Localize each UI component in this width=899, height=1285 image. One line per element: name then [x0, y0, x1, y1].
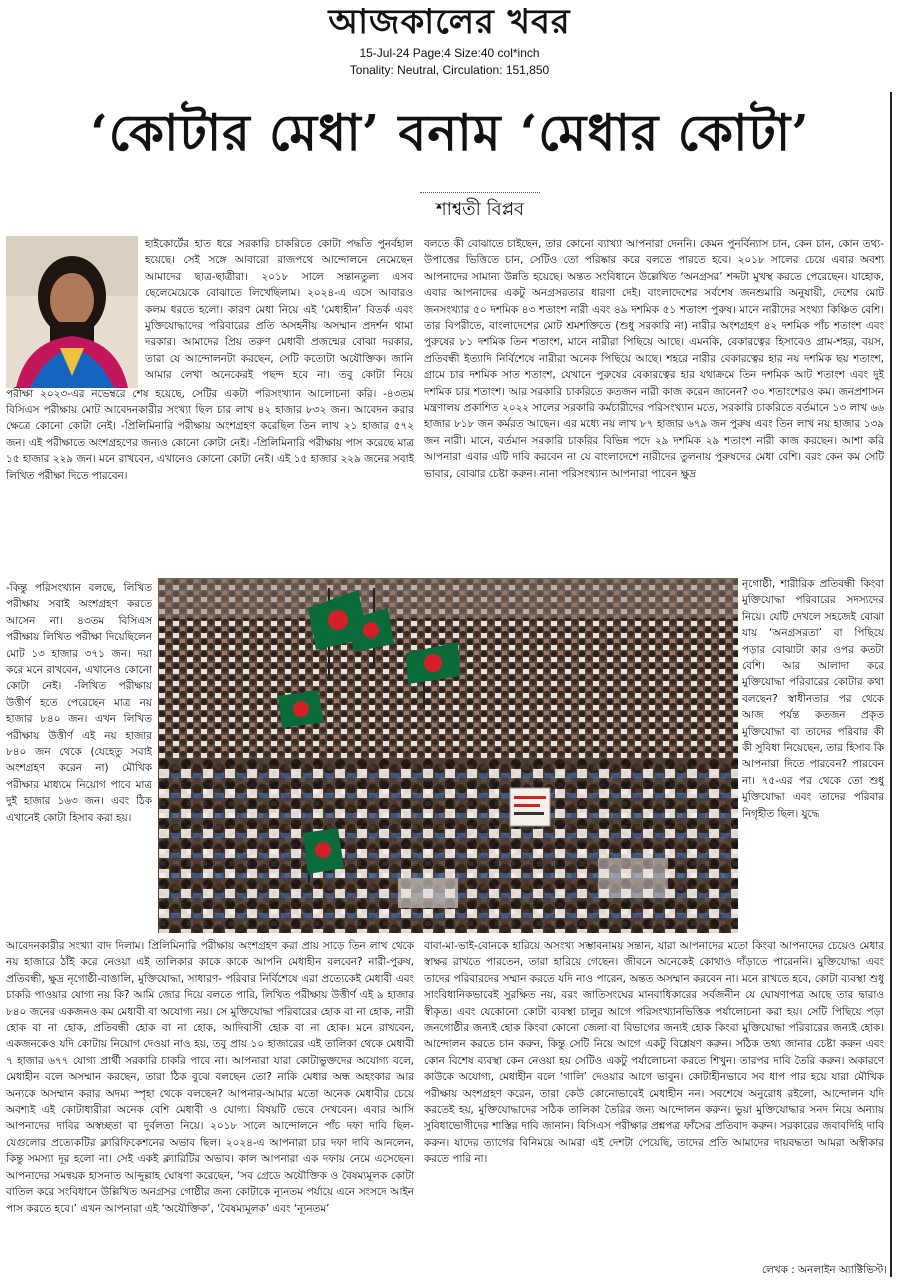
protest-crowd-photo [158, 578, 738, 933]
col1-bottom: আবেদনকারীর সংখ্যা বাদ দিলাম। প্রিলিমিনারি পরীক্ষায় অংশগ্রহণ করা প্রায় সাড়ে তিন লাখ থেকে নয় হাজারে ঠাঁই করে নেওয়া এই তালিকার কাকে কাকে আপনি মেধাহীন বলবেন? নারী-পুরুষ, প্রতিবন্ধী, ক্ষুদ্র নৃগোষ্ঠী-বাঙালি, মুক্তিযোদ্ধা, সাধারণ- পরিবার নির্বিশেষে এরা প্রত্যেকেই মেধাবী এবং চাকরি পাওয়ার যোগ্য নয় কি? আমি জোর দিয়ে বলতে পারি, লিখিত পরীক্ষায় উত্তীর্ণ এই ৯ হাজার ৮৪০ জনের একজনও কম মেধাবী বা অযোগ্য নয়। সে মুক্তিযোদ্ধা পরিবারের হোক বা না হোক, নারী হোক বা না হোক, প্রতিবন্ধী হোক বা না হোক, আদিবাসী হোক বা না হোক। মনে রাখবেন, একজনকেও যদি কোটায় নিয়োগ দেওয়া নাও হয়, তবু প্রায় ১০ হাজারের এই তালিকা থেকে মেধাবী ৭ হাজার ৬৭৭ যোগ্য প্রার্থী সরকারি চাকরি পাবে না। আপনারা যারা কোটাভুক্তদের অযোগ্য বলে, মেধাহীন বলে অসম্মান করছেন, তারা ঠিক বুঝে বলছেন তো? নাকি মেধার অন্ধ অহংকার আর অন্যকে অসম্মান করার অদম্য স্পৃহা থেকে বলছেন? আপনার-আমার মতো অনেক মেধাবীর চেয়ে অবশ্যই এই কোটাধারীরা অনেক বেশি মেধাবী ও যোগ্য। বিষয়টি ভেবে দেখবেন। এবার আসি আপনাদের দাবির অস্বচ্ছতা বা দুর্বলতা নিয়ে। ২০১৮ সালে আন্দোলনে পাঁচ দফা দাবি ছিল- যেগুলোর প্রত্যেকটির ক্লারিফিকেশনের অভাব ছিল। ২০২৪-এ আপনারা চার দফা দাবি আনলেন, কিন্তু সমস্যা দূর হলো না। সেই একই ক্ল্যারিটির অভাব। কাল আপনারা এক দফায় নেমে এসেছেন। আপনাদের সমন্বয়ক হাসনাত আব্দুল্লাহ ঘোষণা করেছেন, ‘সব গ্রেডে অযৌক্তিক ও বৈষম্যমূলক কোটা বাতিল করে সংবিধানে উল্লিখিত অনগ্রসর গোষ্ঠীর জন্য কোটাকে ন্যূনতম পর্যায়ে এনে সংসদে আইন পাস করতে হবে।’ এখন আপনারা এই ‘অযৌক্তিক’, ‘বৈষম্যমূলক’ এবং ‘ন্যূনতম’ [6, 940, 414, 1215]
col2-top: বলতে কী বোঝাতে চাইছেন, তার কোনো ব্যাখ্যা আপনারা দেননি। কেমন পুনর্বিন্যাস চান, কেন চান, কোন তথ্য-উপাত্তের ভিত্তিতে চান, সেটিও তো পরিষ্কার করে বলতে পারতে হবে। ২০১৮ সালের চেয়ে এবার অবশ্য আপনাদের সামান্য উন্নতি হয়েছে। অন্তত সংবিধানে উল্লেখিত ‘অনগ্রসর’ শব্দটা মুখস্থ করতে পেরেছেন। যাহোক, এবার আপনাদের একটু অনগ্রসরতার ধারণা দেই। বাংলাদেশের সর্বশেষ জনশুমারি অনুযায়ী, দেশের মোট জনসংখ্যার ৫০ দশমিক ৪৩ শতাংশ নারী এবং ৪৯ দশমিক ৫১ শতাংশ পুরুষ। মানে নারীদের সংখ্যা কিঞ্চিত বেশি। তার বিপরীতে, বাংলাদেশের মোট শ্রমশক্তিতে (শুধু সরকারি না) নারীর অংশগ্রহণ ৪২ দশমিক পাঁচ শতাংশ এবং পুরুষের ৮১ দশমিক তিন শতাংশ, মানে নারীরা পিছিয়ে আছে। এমনকি, বেকারত্বের হিসাবেও গ্রাম-শহর, বয়স, প্রতিবন্ধী ইত্যাদি নির্বিশেষে নারীরা অনেক পিছিয়ে আছে। শহরে নারীর বেকারত্বের হার নয় দশমিক ছয় শতাংশ, গ্রামে চার দশমিক সাত শতাংশ, যেখানে পুরুষের বেকারত্বের হার যথাক্রমে তিন দশমিক আট শতাংশ এবং দুই দশমিক চার শতাংশ। আর সরকারি চাকরিতে কতজন নারী কাজ করেন জানেন? ৩০ শতাংশেরও কম। জনপ্রশাসন মন্ত্রণালয় প্রকাশিত ২০২২ সালের সরকারি কর্মচারীদের পরিসংখ্যান মতে, সরকারি চাকরিতে বর্তমানে ১৩ লাখ ৬৬ হাজার ৮১৮ জন কর্মরত আছেন। এর মধ্যে নয় লাখ ৮৭ হাজার ৬৭৯ জন পুরুষ এবং তিন লাখ নয় হাজার ১৩৯ জন নারী। মানে, বর্তমান সরকারি চাকরির বিভিন্ন পদে ২৯ দশমিক ২৯ শতাংশ নারী কাজ করছেন। আশা করি আপনারা এবার এটি দাবি করবেন না যে বাংলাদেশে নারীদের তুলনায় পুরুষদের মেধা বেশি। বরং কেন কম সেটি ভাবার, বোঝার চেষ্টা করুন। নানা পরিসংখ্যান আপনারা পাবেন ক্ষুদ্র [424, 238, 884, 480]
right-column-rule [890, 92, 892, 1277]
col1-intro: হাইকোর্টের হাত ধরে সরকারি চাকরিতে কোটা পদ্ধতি পুনর্বহাল হয়েছে। সেই সঙ্গে আবারো রাজপথে আন্দোলনে নেমেছেন আমাদের ছাত্র-ছাত্রীরা। ২০১৮ সালে সন্তানতুল্য এসব ছেলেমেয়েকে বোঝাতে লিখেছিলাম। ২০২৪-এ এসে আবারও কলম ধরতে হলো। কারণ মেধা নিয়ে এই ‘মেধাহীন’ বিতর্ক এবং মুক্তিযোদ্ধাদের পরিবারের প্রতি অসহনীয় অসম্মান প্রদর্শন থামা দরকার। আমাদের প্রিয় তরুণ মেধাবী প্রজন্মের বোঝা দরকার, তারা যে আন্দোলনটা করছেন, সেটি কতোটা অযৌক্তিক। জানি আমার লেখা অনেকেরই পছন্দ হবে না। তবু কোটা নিয়ে [145, 238, 413, 382]
newspaper-masthead: আজকালের খবর [328, 2, 571, 42]
author-portrait-icon [6, 236, 138, 388]
article-headline: ‘কোটার মেধা’ বনাম ‘মেধার কোটা’ [90, 103, 810, 162]
protest-crowd-icon [158, 578, 738, 933]
clipping-meta-tonality: Tonality: Neutral, Circulation: 151,850 [349, 63, 550, 77]
article-byline: শাশ্বতী বিপ্লব [420, 192, 540, 226]
col2-bottom: বাবা-মা-ভাই-বোনকে হারিয়ে অসংখ্য সম্ভাবনাময় সন্তান, যারা আপনাদের মতো কিংবা আপনাদের চেয়েও মেধার স্বাক্ষর রাখতে পারতেন, তারা হারিয়ে গেছেন। জীবনে অনেকেই কোথাও দাঁড়াতে পারেননি। মুক্তিযোদ্ধা এবং তাদের পরিবারদের সম্মান করতে যদি নাও পারেন, অন্তত অসম্মান করবেন না। মনে রাখতে হবে, কোটা ব্যবস্থা শুধু সাংবিধানিকভাবেই সুরক্ষিত নয়, বরং জাতিসংঘের মানবাধিকারের সর্বজনীন যে ঘোষণাপত্র আছে তার দ্বারাও স্বীকৃত। এবং যেকোনো কোটা ব্যবস্থা চালুর আগে পরিসংখ্যানভিত্তিক পর্যালোচনা করা হয়। সেটি পিছিয়ে পড়া জনগোষ্ঠীর জন্যই হোক কিংবা কোনো জেলা বা বিভাগের জন্যই হোক কিংবা মুক্তিযোদ্ধা পরিবারের জন্যই হোক। আন্দোলন করতে চান করুন, কিন্তু সেটি নিয়ে আগে একটু বিশ্লেষণ করুন। সঠিক তথ্য জানার চেষ্টা করুন এবং কোন বিশেষ ব্যবস্থা কেন নেওয়া হয় সেটিও একটু পর্যালোচনা করতে শিখুন। তারপর দাবি তৈরি করুন। অকারণে কাউকে অযোগ্য, মেধাহীন বলে ‘গালি’ দেওয়ার আগে ভাবুন। কোটাহীনভাবে সব ধাপ পার হয়ে যারা মৌখিক পরীক্ষায় অংশগ্রহণ করেন, তারা কেউ কোনোভাবেই মেধাহীন নন। সবশেষে অনুরোধ রইলো, আন্দোলন যদি করতেই হয়, মুক্তিযোদ্ধাদের সঠিক তালিকা তৈরির জন্য আন্দোলন করুন। ভুয়া মুক্তিযোদ্ধার সনদ নিয়ে অন্যায় সুবিধাভোগীদের শাস্তির দাবি জানান। বিসিএস পরীক্ষার প্রশ্নপত্র ফাঁসের প্রতিবাদ করুন। সরকারের জবাবদিহি দাবি করুন। যাদের ত্যাগের বিনিময়ে আমরা এই দেশটা পেয়েছি, তাদের প্রতি আমাদের দায়বদ্ধতা আমরা অস্বীকার করতে পারি না। [424, 940, 884, 1166]
author-note: লেখক : অনলাইন অ্যাক্টিভিস্ট। [761, 1264, 887, 1276]
col2-narrow: নৃগোষ্ঠী, শারীরিক প্রতিবন্ধী কিংবা মুক্তিযোদ্ধা পরিবারের সদস্যদের নিয়ে। যেটি দেখলে সহজেই বোঝা যায় ‘অনগ্রসরতা’ বা পিছিয়ে পড়ার বোঝাটা কার ওপর কতটা বেশি। আর আলাদা করে মুক্তিযোদ্ধা পরিবারের কোটার কথা বলছেন? স্বাধীনতার পর থেকে আজ পর্যন্ত কতজন প্রকৃত মুক্তিযোদ্ধা বা তাদের পরিবার কী কী সুবিধা নিয়েছেন, তার হিসাব কি আপনারা দিতে পারবেন? পারবেন না। ৭৫-এর পর থেকে তো শুধু মুক্তিযোদ্ধা এবং তাদের পরিবার নিগৃহীত ছিল। যুদ্ধে [742, 578, 884, 820]
author-photo [6, 236, 138, 388]
clipping-meta-date: 15-Jul-24 Page:4 Size:40 col*inch [359, 46, 540, 60]
col1-continued: পরীক্ষা ২০২৩-এর নভেম্বরে শেষ হয়েছে, সেটির একটা পরিসংখ্যান আলোচনা করি। -৪৩তম বিসিএস পরীক্ষায় মোট আবেদনকারীর সংখ্যা ছিল চার লাখ ৪২ হাজার ৮৩২ জন। আবেদন করার ক্ষেত্রে কোনো কোটা নেই। -প্রিলিমিনারি পরীক্ষায় অংশগ্রহণ করেছিল তিন লাখ ২১ হাজার ৫৭২ জন। এই পরীক্ষাতে অংশগ্রহণের জন্যও কোনো কোটা নেই। -প্রিলিমিনারি পরীক্ষায় পাস করেছে মাত্র ১৫ হাজার ২২৯ জন। মনে রাখবেন, এখানেও কোনো কোটা নেই। এই ১৫ হাজার ২২৯ জনের সবাই লিখিত পরীক্ষা দিতে পারবেন। [6, 387, 414, 482]
col1-narrow: -কিন্তু পরিসংখ্যান বলছে, লিখিত পরীক্ষায় সবাই অংশগ্রহণ করতে আসেন না। ৪৩তম বিসিএস পরীক্ষায় লিখিত পরীক্ষা দিয়েছিলেন মোট ১৩ হাজার ৩৭১ জন। দয়া করে মনে রাখবেন, এখানেও কোনো কোটা নেই। -লিখিত পরীক্ষায় উত্তীর্ণ হতে পেরেছেন মাত্র নয় হাজার ৮৪০ জন। এখন লিখিত পরীক্ষায় উত্তীর্ণ এই নয় হাজার ৮৪০ জন থেকে (যেহেতু সবাই অংশগ্রহণ করেন না) মৌখিক পরীক্ষার মাধ্যমে নিয়োগ পাবে মাত্র দুই হাজার ১৬৩ জন। এবং ঠিক এখানেই কোটা হিসাব করা হয়। [6, 582, 152, 824]
